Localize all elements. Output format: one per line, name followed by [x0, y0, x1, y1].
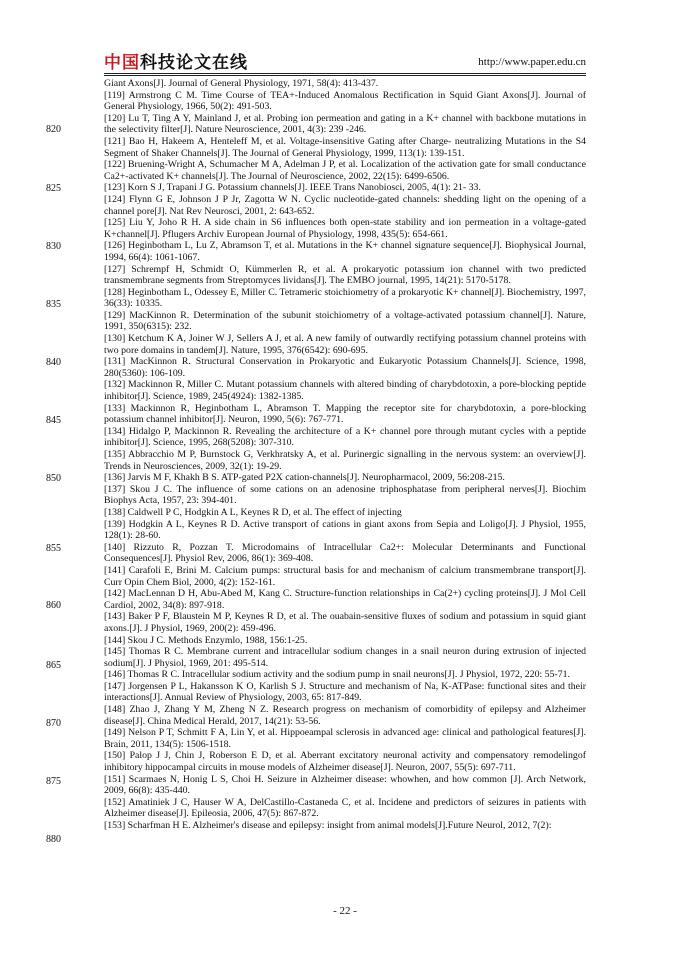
reference-entry: [146] Thomas R C. Intracellular sodium activity and the sodium pump in snail neurons[J]. J Physiol, 1972, 220: 55-71.	[104, 669, 570, 681]
reference-entry: [138] Caldwell P C, Hodgkin A L, Keynes R D, et al. The effect of injecting	[104, 506, 402, 518]
reference-list	[104, 78, 586, 832]
line-number: 830	[46, 241, 61, 252]
line-number: 835	[46, 299, 61, 310]
line-number: 820	[46, 124, 61, 135]
line-number: 840	[46, 357, 61, 368]
reference-entry: [134] Hidalgo P, Mackinnon R. Revealing the architecture of a K+ channel pore through mutant cycles with a peptide inhibitor[J]. Science, 1995, 268(5208): 307-310.	[104, 425, 586, 449]
header-url: http://www.paper.edu.cn	[478, 56, 586, 68]
reference-entry: [123] Korn S J, Trapani J G. Potassium channels[J]. IEEE Trans Nanobiosci, 2005, 4(1): 21- 33.	[104, 182, 481, 194]
reference-entry: [124] Flynn G E, Johnson J P Jr, Zagotta W N. Cyclic nucleotide-gated channels: shedding light on the opening of a channel pore[J]. Nat Rev Neurosci, 2001, 2: 643-652.	[104, 193, 586, 217]
reference-entry: [127] Schrempf H, Schmidt O, Kümmerlen R, et al. A prokaryotic potassium ion channel with two predicted transmembrane segments from Streptomyces lividans[J]. The EMBO journal, 1995, 14(21): 5170-5178.	[104, 263, 586, 287]
header-divider-secondary	[104, 75, 586, 76]
reference-entry: [142] MacLennan D H, Abu-Abed M, Kang C. Structure-function relationships in Ca(2+) cycling proteins[J]. J Mol Cell Cardiol, 2002, 34(8): 897-918.	[104, 588, 586, 611]
reference-entry: [143] Baker P F, Blaustein M P, Keynes R D, et al. The ouabain-sensitive fluxes of sodium and potassium in squid giant axons.[J]. J Physiol, 1969, 200(2): 459-496.	[104, 611, 586, 634]
reference-entry: [148] Zhao J, Zhang Y M, Zheng N Z. Research progress on mechanism of comorbidity of epilepsy and Alzheimer disease[J]. China Medical Herald, 2017, 14(21): 53-56.	[104, 704, 586, 727]
reference-entry: [139] Hodgkin A L, Keynes R D. Active transport of cations in giant axons from Sepia and Loligo[J]. J Physiol, 1955, 128(1): 28-60.	[104, 518, 586, 542]
reference-entry: [153] Scharfman H E. Alzheimer's disease and epilepsy: insight from animal models[J].Future Neurol, 2012, 7(2):	[104, 820, 552, 831]
reference-entry: Giant Axons[J]. Journal of General Physiology, 1971, 58(4): 413-437.	[104, 78, 379, 89]
line-number: 865	[46, 660, 61, 671]
reference-entry: [140] Rizzuto R, Pozzan T. Microdomains of Intracellular Ca2+: Molecular Determinants and Functional Consequences[J]. Physiol Rev, 2006, 86(1): 369-408.	[104, 541, 586, 565]
reference-entry: [129] MacKinnon R. Determination of the subunit stoichiometry of a voltage-activated potassium channel[J]. Nature, 1991, 350(6315): 232.	[104, 309, 586, 333]
line-number: 875	[46, 776, 61, 787]
line-number: 880	[46, 834, 61, 845]
reference-entry: [128] Heginbotham L, Odessey E, Miller C. Tetrameric stoichiometry of a prokaryotic K+ channel[J]. Biochemistry, 1997, 36(33): 10335.	[104, 286, 586, 310]
line-number: 855	[46, 543, 61, 554]
line-number: 845	[46, 415, 61, 426]
reference-entry: [141] Carafoli E, Brini M. Calcium pumps: structural basis for and mechanism of calcium transmembrane transport[J]. Curr Opin Chem Biol, 2000, 4(2): 152-161.	[104, 564, 586, 588]
reference-entry: [151] Scarmaes N, Honig L S, Choi H. Seizure in Alzheimer disease: whowhen, and how common [J]. Arch Network, 2009, 66(8): 435-440.	[104, 773, 586, 797]
reference-entry: [130] Ketchum K A, Joiner W J, Sellers A J, et al. A new family of outwardly rectifying potassium channel proteins with two pore domains in tandem[J]. Nature, 1995, 376(6542): 690-695.	[104, 333, 586, 356]
reference-entry: [144] Skou J C. Methods Enzymlo, 1988, 156:1-25.	[104, 634, 308, 646]
reference-entry: [121] Bao H, Hakeem A, Henteleff M, et al. Voltage-insensitive Gating after Charge- neutralizing Mutations in the S4 Segment of Shaker Channels[J]. The Journal of General Physiology, 1999, 113(1): 139-151.	[104, 135, 586, 159]
reference-entry: [137] Skou J C. The influence of some cations on an adenosine triphosphatase from peripheral nerves[J]. Biochim Biophys Acta, 1957, 23: 394-401.	[104, 483, 586, 507]
reference-entry: [132] Mackinnon R, Miller C. Mutant potassium channels with altered binding of charybdotoxin, a pore-blocking peptide inhibitor[J]. Science, 1989, 245(4924): 1382-1385.	[104, 379, 586, 403]
journal-logo	[104, 48, 248, 73]
logo-red-text: 中国	[104, 53, 140, 73]
reference-entry: [119] Armstrong C M. Time Course of TEA+-Induced Anomalous Rectification in Squid Giant Axons[J]. Journal of General Physiology, 1966, 50(2): 491-503.	[104, 89, 586, 113]
reference-entry: [131] MacKinnon R. Structural Conservation in Prokaryotic and Eukaryotic Potassium Channels[J]. Science, 1998, 280(5360): 106-109.	[104, 356, 586, 379]
line-number: 870	[46, 718, 61, 729]
reference-entry: [145] Thomas R C. Membrane current and intracellular sodium changes in a snail neuron during extrusion of injected sodium[J]. J Physiol, 1969, 201: 495-514.	[104, 646, 586, 669]
reference-entry: [147] Jorgensen P L, Hakansson K O, Karlish S J. Structure and mechanism of Na, K-ATPase: functional sites and their interactions[J]. Annual Review of Physiology, 2003, 65: 817-849.	[104, 680, 586, 704]
line-number: 850	[46, 473, 61, 484]
reference-entry: [149] Nelson P T, Schmitt F A, Lin Y, et al. Hippoeampal sclerosis in advanced age: clinical and pathological features[J]. Brain, 2011, 134(5): 1506-1518.	[104, 727, 586, 750]
reference-entry: [133] Mackinnon R, Heginbotham L, Abramson T. Mapping the receptor site for charybdotoxin, a pore-blocking potassium channel inhibitor[J]. Neuron, 1990, 5(6): 767-771.	[104, 402, 586, 426]
reference-entry: [135] Abbracchio M P, Burnstock G, Verkhratsky A, et al. Purinergic signalling in the nervous system: an overview[J]. Trends in Neurosciences, 2009, 32(1): 19-29.	[104, 449, 586, 472]
reference-entry: [126] Heginbotham L, Lu Z, Abramson T, et al. Mutations in the K+ channel signature sequence[J]. Biophysical Journal, 1994, 66(4): 1061-1067.	[104, 240, 586, 263]
line-number: 825	[46, 183, 61, 194]
logo-dark-text: 科技论文在线	[140, 53, 248, 73]
reference-entry: [125] Liu Y, Joho R H. A side chain in S6 influences both open-state stability and ion permeation in a voltage-gated K+channel[J]. Pflugers Archiv European Journal of Physiology, 1998, 435(5): 654-661.	[104, 217, 586, 240]
page-number: - 22 -	[333, 905, 357, 917]
line-number: 860	[46, 600, 61, 611]
reference-entry: [152] Amatiniek J C, Hauser W A, DelCastillo-Castaneda C, et al. Incidene and predictors of seizures in patients with Alzheimer disease[J]. Epileosia, 2006, 47(5): 867-872.	[104, 796, 586, 820]
reference-entry: [120] Lu T, Ting A Y, Mainland J, et al. Probing ion permeation and gating in a K+ channel with backbone mutations in the selectivity filter[J]. Nature Neuroscience, 2001, 4(3): 239 -246.	[104, 112, 586, 136]
reference-entry: [122] Bruening-Wright A, Schumacher M A, Adelman J P, et al. Localization of the activation gate for small conductance Ca2+-activated K+ channels[J]. The Journal of Neuroscience, 2002, 22(15): 6499-6506.	[104, 159, 586, 182]
header-divider	[104, 73, 586, 74]
page-header	[104, 44, 586, 74]
reference-entry: [136] Jarvis M F, Khakh B S. ATP-gated P2X cation-channels[J]. Neuropharmacol, 2009, 56:208-215.	[104, 472, 505, 484]
reference-entry: [150] Palop J J, Chin J, Roberson E D, et al. Aberrant excitatory neuronal activity and compensatory remodelingof inhibitory hippocampal circuits in mouse models of Alzheimer disease[J]. Neuron, 2007, 55(5): 697-711.	[104, 750, 586, 774]
